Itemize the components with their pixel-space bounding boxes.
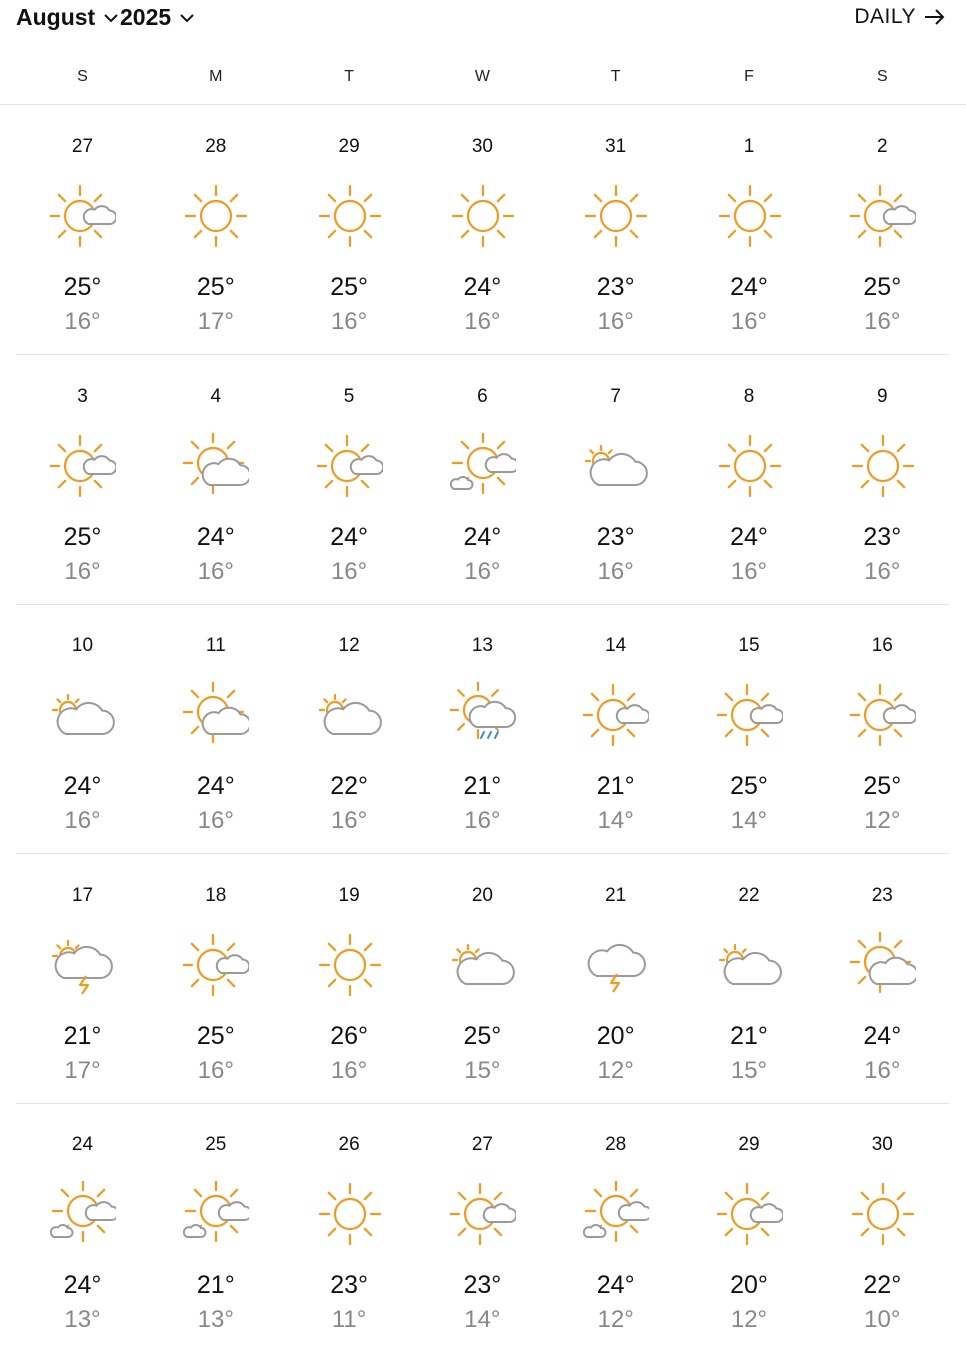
sun-icon [717, 183, 783, 249]
month-label: August [16, 4, 96, 30]
low-temp: 15° [730, 1056, 768, 1084]
week-row [16, 356, 949, 605]
day-number: 31 [605, 136, 627, 157]
sun-icon [317, 1181, 383, 1247]
sun-cloud-icon [583, 682, 649, 748]
day-number: 21 [605, 884, 627, 906]
low-temp: 16° [730, 308, 768, 335]
day-number: 29 [338, 136, 360, 157]
sun-rain-icon [450, 682, 516, 748]
day-number: 16 [871, 635, 893, 656]
low-temp: 16° [464, 308, 501, 335]
daily-label: DAILY [854, 5, 916, 28]
year-picker[interactable] [120, 4, 195, 31]
high-temp: 25° [730, 772, 768, 800]
day-number: 19 [338, 884, 360, 906]
week-row [16, 1104, 949, 1353]
cloudy-icon [450, 932, 516, 998]
day-number: 24 [71, 1134, 94, 1155]
cloudy-icon [317, 682, 383, 748]
high-temp: 24° [196, 522, 235, 551]
sun-big-cloud-icon [183, 433, 249, 499]
weekday-label: W [474, 68, 490, 85]
sun-two-clouds-icon [583, 1181, 649, 1247]
day-cell[interactable] [16, 1104, 149, 1353]
day-number: 10 [71, 635, 94, 656]
weekday-label: T [344, 68, 354, 85]
day-number: 23 [871, 884, 893, 906]
sun-icon [317, 183, 383, 249]
divider [0, 104, 966, 105]
low-temp: 16° [864, 308, 901, 335]
day-number: 28 [205, 136, 227, 157]
low-temp: 11° [331, 1306, 367, 1333]
low-temp: 14° [597, 807, 634, 834]
sun-cloud-icon [850, 682, 916, 748]
week-row [16, 605, 949, 854]
day-cell[interactable] [149, 605, 282, 854]
high-temp: 21° [63, 1021, 102, 1050]
daily-view-link[interactable] [854, 5, 946, 29]
sun-cloud-icon [50, 183, 116, 249]
low-temp: 15° [464, 1056, 501, 1084]
chevron-down-icon [103, 13, 119, 23]
day-number: 5 [343, 385, 355, 407]
weekday-label: S [77, 68, 88, 85]
day-number: 14 [605, 635, 627, 656]
weekday-label: T [610, 68, 621, 85]
day-cell[interactable] [683, 356, 816, 605]
cloudy-icon [50, 682, 116, 748]
day-number: 27 [71, 136, 94, 157]
day-cell[interactable] [283, 1104, 416, 1353]
low-temp: 13° [197, 1306, 234, 1333]
day-cell[interactable] [416, 605, 549, 854]
low-temp: 16° [864, 557, 901, 585]
day-number: 7 [610, 385, 621, 407]
sun-cloud-icon [183, 932, 249, 998]
sun-icon [317, 932, 383, 998]
low-temp: 17° [197, 308, 234, 335]
day-cell[interactable] [816, 356, 949, 605]
calendar-header [0, 0, 966, 40]
sun-two-clouds-icon [183, 1181, 249, 1247]
sun-icon [717, 433, 783, 499]
low-temp: 16° [330, 557, 368, 585]
low-temp: 16° [330, 1056, 368, 1084]
day-cell[interactable] [149, 356, 282, 605]
high-temp: 24° [730, 522, 768, 551]
day-number: 29 [738, 1134, 760, 1155]
day-cell[interactable] [416, 106, 549, 355]
sun-cloud-icon [850, 183, 916, 249]
day-cell[interactable] [416, 356, 549, 605]
weekday-label: F [744, 68, 754, 85]
sun-icon [850, 1181, 916, 1247]
low-temp: 14° [464, 1306, 501, 1333]
day-cell[interactable] [283, 356, 416, 605]
low-temp: 16° [597, 557, 634, 585]
day-number: 25 [205, 1134, 227, 1155]
high-temp: 23° [463, 1271, 502, 1299]
high-temp: 25° [63, 522, 102, 551]
day-cell[interactable] [816, 855, 949, 1104]
high-temp: 24° [463, 273, 502, 301]
day-cell[interactable] [16, 605, 149, 854]
day-cell[interactable] [549, 605, 682, 854]
day-cell[interactable] [549, 1104, 682, 1353]
day-cell[interactable] [16, 106, 149, 355]
high-temp: 25° [863, 273, 902, 301]
day-number: 4 [210, 385, 222, 407]
week-row [16, 106, 949, 355]
high-temp: 24° [730, 273, 768, 301]
day-cell[interactable] [149, 855, 282, 1104]
low-temp: 10° [864, 1306, 901, 1333]
high-temp: 21° [730, 1021, 768, 1050]
sun-cloud-icon [50, 433, 116, 499]
high-temp: 25° [196, 273, 235, 301]
high-temp: 24° [63, 1271, 102, 1299]
day-number: 1 [743, 136, 755, 157]
low-temp: 16° [197, 1056, 234, 1084]
cloudy-icon [717, 932, 783, 998]
weekday-header [16, 60, 949, 94]
day-cell[interactable] [816, 605, 949, 854]
high-temp: 25° [196, 1021, 235, 1050]
high-temp: 23° [330, 1271, 368, 1299]
chevron-down-icon [179, 13, 195, 23]
month-picker[interactable] [16, 4, 119, 31]
day-cell[interactable] [549, 356, 682, 605]
weekday-label: M [209, 68, 223, 85]
day-cell[interactable] [283, 605, 416, 854]
high-temp: 26° [330, 1021, 368, 1050]
high-temp: 21° [463, 772, 502, 800]
sun-cloud-icon [317, 433, 383, 499]
low-temp: 16° [864, 1056, 901, 1084]
high-temp: 23° [863, 522, 902, 551]
day-number: 9 [877, 385, 888, 407]
low-temp: 16° [64, 557, 101, 585]
thunder-icon [583, 932, 649, 998]
high-temp: 21° [596, 772, 635, 800]
low-temp: 16° [64, 308, 101, 335]
day-cell[interactable] [683, 106, 816, 355]
sun-icon [850, 433, 916, 499]
high-temp: 22° [863, 1271, 902, 1299]
day-cell[interactable] [283, 855, 416, 1104]
low-temp: 16° [330, 807, 368, 834]
high-temp: 23° [596, 522, 635, 551]
day-cell[interactable] [549, 855, 682, 1104]
day-number: 30 [871, 1134, 893, 1155]
day-cell[interactable] [683, 855, 816, 1104]
sun-thunder-icon [50, 932, 116, 998]
day-cell[interactable] [683, 1104, 816, 1353]
low-temp: 16° [197, 557, 234, 585]
high-temp: 24° [463, 522, 502, 551]
low-temp: 12° [597, 1306, 634, 1333]
day-number: 27 [471, 1134, 493, 1155]
day-cell[interactable] [683, 605, 816, 854]
cloudy-icon [583, 433, 649, 499]
day-cell[interactable] [16, 855, 149, 1104]
day-number: 3 [77, 385, 88, 407]
low-temp: 16° [464, 807, 501, 834]
high-temp: 23° [596, 273, 635, 301]
low-temp: 16° [597, 308, 634, 335]
low-temp: 12° [864, 807, 901, 834]
arrow-right-icon [924, 9, 946, 25]
day-number: 18 [205, 884, 227, 906]
sun-icon [450, 183, 516, 249]
sun-big-cloud-icon [183, 682, 249, 748]
day-number: 22 [738, 884, 760, 906]
high-temp: 24° [330, 522, 368, 551]
day-cell[interactable] [16, 356, 149, 605]
day-number: 8 [743, 385, 755, 407]
high-temp: 20° [596, 1021, 635, 1050]
sun-big-cloud-icon [850, 932, 916, 998]
day-cell[interactable] [416, 1104, 549, 1353]
low-temp: 16° [64, 807, 101, 834]
high-temp: 25° [863, 772, 902, 800]
day-number: 6 [477, 385, 488, 407]
sun-icon [583, 183, 649, 249]
high-temp: 21° [196, 1271, 235, 1299]
day-cell[interactable] [416, 855, 549, 1104]
high-temp: 20° [730, 1271, 768, 1299]
low-temp: 17° [64, 1056, 101, 1084]
low-temp: 16° [730, 557, 768, 585]
low-temp: 16° [330, 308, 368, 335]
sun-icon [183, 183, 249, 249]
sun-cloud-icon [450, 1181, 516, 1247]
sun-two-clouds-icon [50, 1181, 116, 1247]
low-temp: 14° [730, 807, 768, 834]
day-number: 2 [877, 136, 888, 157]
year-label: 2025 [120, 4, 172, 30]
day-cell[interactable] [149, 1104, 282, 1353]
low-temp: 12° [597, 1056, 634, 1084]
high-temp: 24° [596, 1271, 635, 1299]
day-number: 28 [605, 1134, 627, 1155]
day-number: 13 [471, 635, 493, 656]
week-row [16, 855, 949, 1104]
high-temp: 25° [330, 273, 368, 301]
day-cell[interactable] [283, 106, 416, 355]
day-number: 20 [471, 884, 493, 906]
sun-two-clouds-icon [450, 433, 516, 499]
day-cell[interactable] [816, 1104, 949, 1353]
low-temp: 16° [197, 807, 234, 834]
day-cell[interactable] [549, 106, 682, 355]
weekday-label: S [876, 68, 888, 85]
high-temp: 25° [463, 1021, 502, 1050]
high-temp: 24° [196, 772, 235, 800]
high-temp: 24° [63, 772, 102, 800]
day-number: 12 [338, 635, 360, 656]
high-temp: 22° [330, 772, 368, 800]
high-temp: 24° [863, 1021, 902, 1050]
day-number: 30 [471, 136, 493, 157]
day-cell[interactable] [816, 106, 949, 355]
low-temp: 16° [464, 557, 501, 585]
day-number: 17 [71, 884, 94, 906]
sun-cloud-icon [717, 682, 783, 748]
high-temp: 25° [63, 273, 102, 301]
low-temp: 12° [730, 1306, 768, 1333]
day-number: 15 [738, 635, 760, 656]
sun-cloud-icon [717, 1181, 783, 1247]
day-number: 26 [338, 1134, 360, 1155]
low-temp: 13° [64, 1306, 101, 1333]
day-cell[interactable] [149, 106, 282, 355]
day-number: 11 [205, 635, 226, 656]
